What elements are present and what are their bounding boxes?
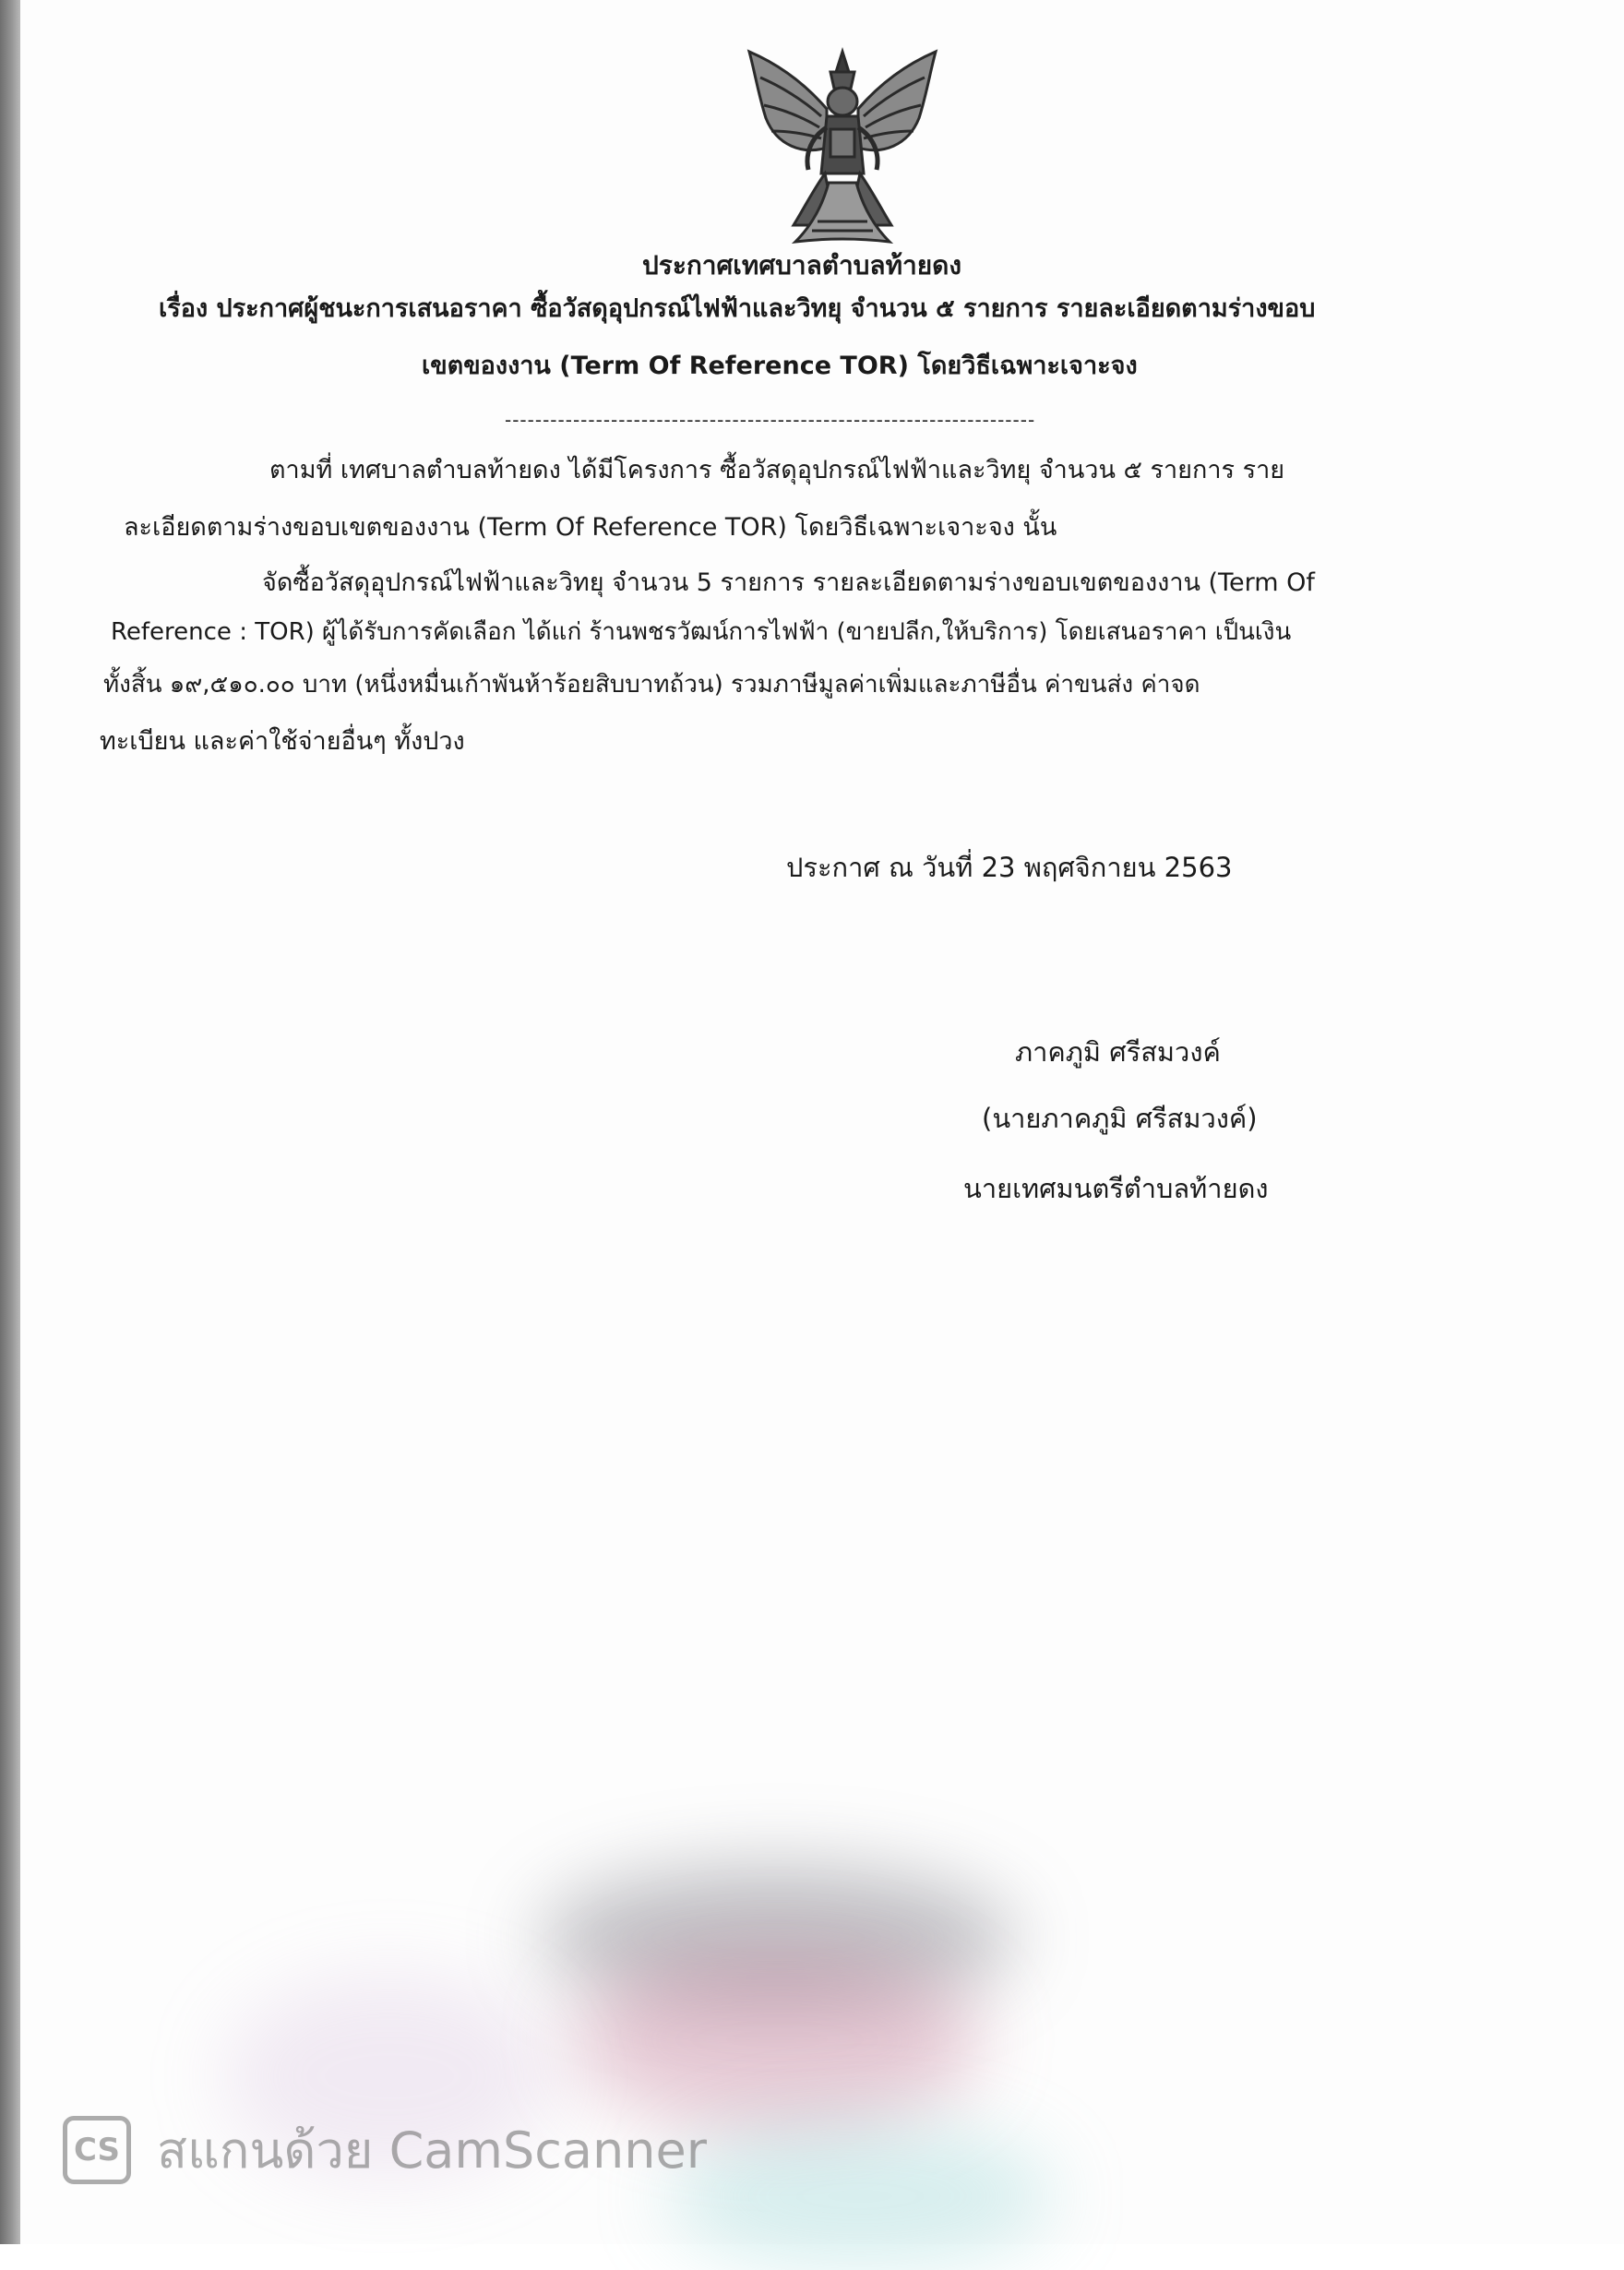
body-paragraph-2-line-1: จัดซื้อวัสดุอุปกรณ์ไฟฟ้าและวิทยุ จำนวน 5 รายการ รายละเอียดตามร่างขอบเขตของงาน (Term Of <box>262 568 1315 597</box>
scan-stain-cyan <box>666 2122 1054 2270</box>
scan-stain-pink <box>574 1947 980 2132</box>
camscanner-watermark-text: สแกนด้วย CamScanner <box>157 2121 707 2180</box>
announcement-subject-line-2: เขตของงาน (Term Of Reference TOR) โดยวิธีเฉพาะเจาะจง <box>422 352 1138 380</box>
body-paragraph-1-line-1: ตามที่ เทศบาลตำบลท้ายดง ได้มีโครงการ ซื้อวัสดุอุปกรณ์ไฟฟ้าและวิทยุ จำนวน ๕ รายการ ราย <box>269 456 1285 484</box>
signatory-name: ภาคภูมิ ศรีสมวงค์ <box>1015 1036 1221 1068</box>
body-paragraph-2-line-3: ทั้งสิ้น ๑๙,๕๑๐.๐๐ บาท (หนึ่งหมื่นเก้าพันห้าร้อยสิบบาทถ้วน) รวมภาษีมูลค่าเพิ่มและภาษีอื่น ค่าขนส่ง ค่าจด <box>103 671 1200 699</box>
body-paragraph-2-line-2: Reference : TOR) ผู้ได้รับการคัดเลือก ได้แก่ ร้านพชรวัฒน์การไฟฟ้า (ขายปลีก,ให้บริการ) โดยเสนอราคา เป็นเงิน <box>111 618 1292 646</box>
signatory-position: นายเทศมนตรีตำบลท้ายดง <box>963 1173 1269 1204</box>
announcement-subject-line-1: เรื่อง ประกาศผู้ชนะการเสนอราคา ซื้อวัสดุอุปกรณ์ไฟฟ้าและวิทยุ จำนวน ๕ รายการ รายละเอียดตามร่างขอบ <box>159 294 1316 323</box>
camscanner-watermark <box>63 2113 707 2187</box>
announcement-heading: ประกาศเทศบาลตำบลท้ายดง <box>642 250 962 281</box>
body-paragraph-2-line-4: ทะเบียน และค่าใช้จ่ายอื่นๆ ทั้งปวง <box>100 727 465 756</box>
announcement-date: ประกาศ ณ วันที่ 23 พฤศจิกายน 2563 <box>786 852 1233 883</box>
body-paragraph-1-line-2: ละเอียดตามร่างขอบเขตของงาน (Term Of Reference TOR) โดยวิธีเฉพาะเจาะจง นั้น <box>124 513 1057 542</box>
document-page <box>20 0 1624 2244</box>
signatory-printed-name: (นายภาคภูมิ ศรีสมวงค์) <box>982 1103 1258 1134</box>
garuda-emblem-icon <box>738 44 947 249</box>
separator-line: ---------------------------------------------------------------------- <box>505 409 1036 431</box>
camscanner-logo-icon: CS <box>63 2116 131 2184</box>
